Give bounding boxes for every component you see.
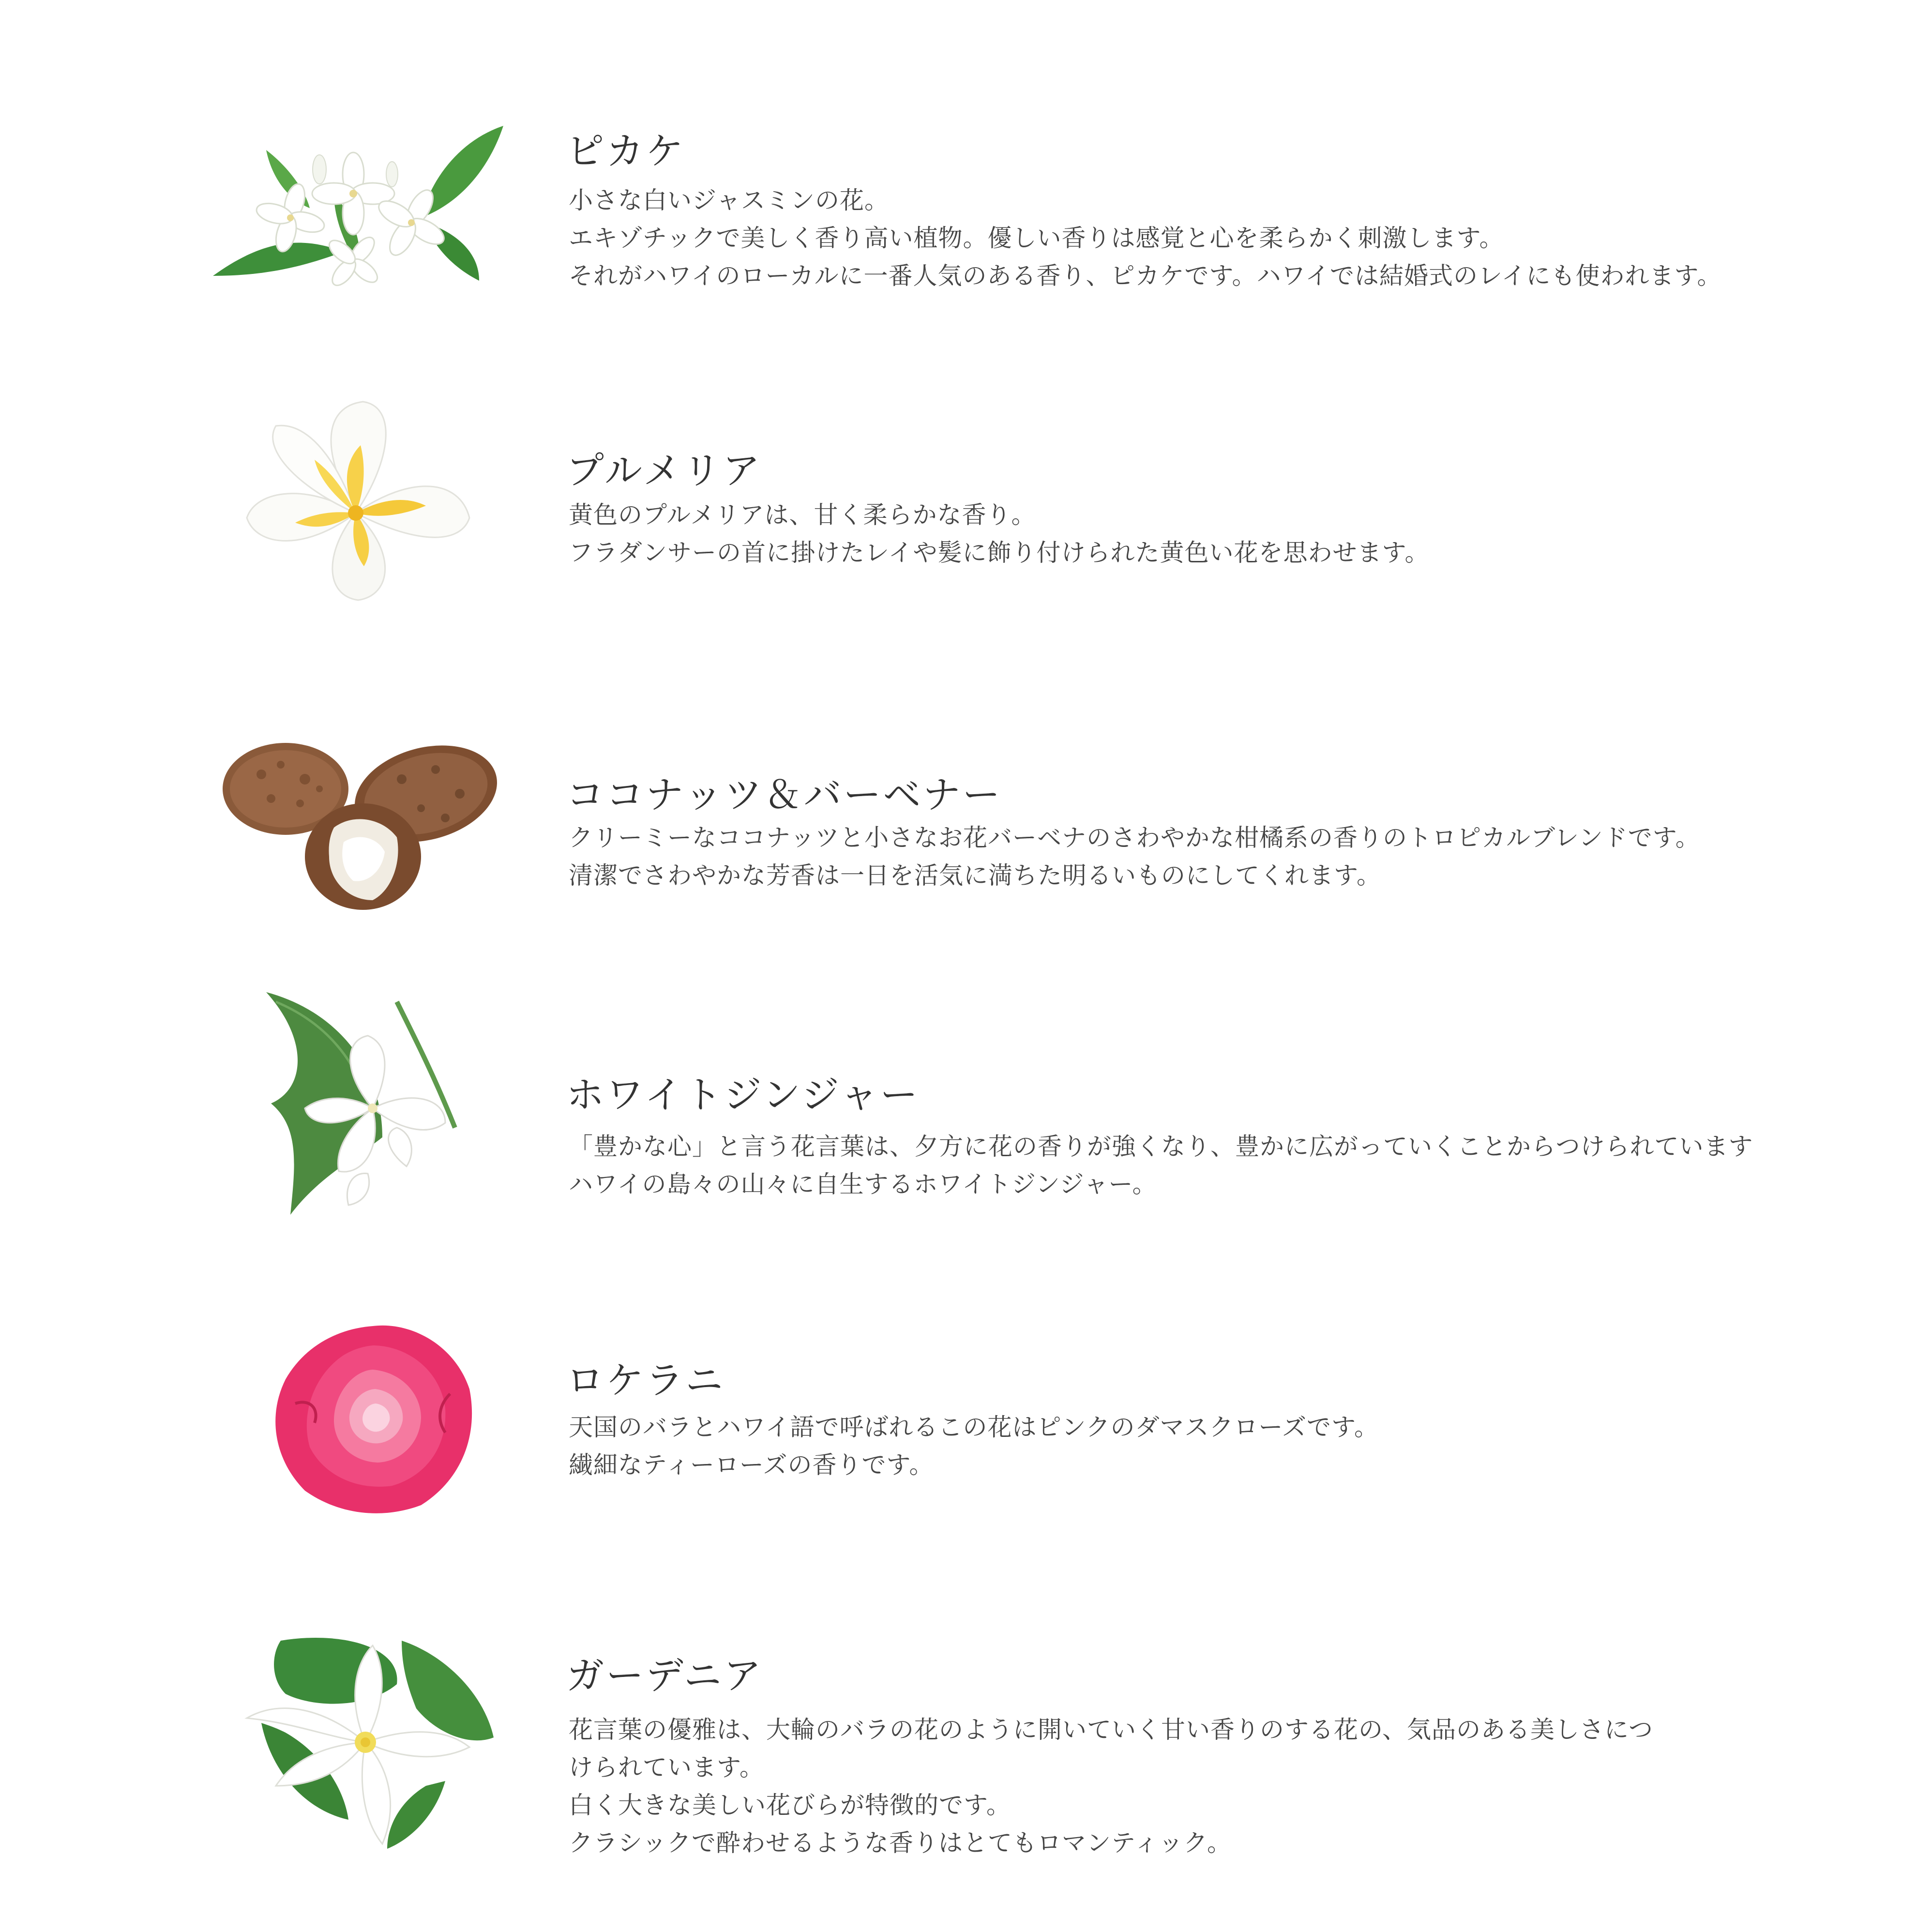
description-line: クリーミーなココナッツと小さなお花バーベナのさわやかな柑橘系の香りのトロピカルブレンドです。 xyxy=(569,824,1700,852)
white-ginger-flower-icon xyxy=(261,982,479,1224)
fragrance-description xyxy=(569,496,1808,572)
description-line: エキゾチックで美しく香り高い植物。優しい香りは感覚と心を柔らかく刺激します。 xyxy=(569,224,1504,252)
description-line: 小さな白いジャスミンの花。 xyxy=(569,186,889,214)
description-line: 清潔でさわやかな芳香は一日を活気に満ちた明るいものにしてくれます。 xyxy=(569,861,1381,890)
fragrance-title: ロケラニ xyxy=(566,1359,725,1403)
fragrance-description xyxy=(569,1711,1808,1862)
gardenia-flower-icon xyxy=(242,1626,498,1854)
description-line: けられています。 xyxy=(569,1753,764,1781)
description-line: クラシックで酔わせるような香りはとてもロマンティック。 xyxy=(569,1829,1232,1857)
fragrance-title: ピカケ xyxy=(566,130,686,173)
description-line: それがハワイのローカルに一番人気のある香り、ピカケです。ハワイでは結婚式のレイにも使われます。 xyxy=(569,262,1722,290)
description-line: 花言葉の優雅は、大輪のバラの花のように開いていく甘い香りのする花の、気品のある美しさにつ xyxy=(569,1716,1653,1744)
pikake-jasmine-icon xyxy=(208,121,508,295)
description-line: 繊細なティーローズの香りです。 xyxy=(569,1451,934,1479)
fragrance-title: ガーデニア xyxy=(566,1654,763,1698)
coconut-icon xyxy=(218,736,518,915)
fragrance-description xyxy=(569,1128,1808,1203)
plumeria-flower-icon xyxy=(237,392,474,605)
fragrance-title: ホワイトジンジャー xyxy=(566,1073,920,1117)
fragrance-description xyxy=(569,181,1808,295)
description-line: 白く大きな美しい花びらが特徴的です。 xyxy=(569,1791,1011,1819)
description-line: フラダンサーの首に掛けたレイや髪に飾り付けられた黄色い花を思わせます。 xyxy=(569,539,1430,567)
fragrance-title: ココナッツ＆バーベナー xyxy=(566,773,1002,817)
fragrance-title: プルメリア xyxy=(566,449,762,493)
fragrance-description xyxy=(569,1408,1808,1484)
lokelani-rose-icon xyxy=(266,1316,479,1520)
description-line: 天国のバラとハワイ語で呼ばれるこの花はピンクのダマスクローズです。 xyxy=(569,1413,1379,1441)
description-line: 黄色のプルメリアは、甘く柔らかな香り。 xyxy=(569,501,1036,529)
fragrance-description xyxy=(569,819,1808,894)
description-line: ハワイの島々の山々に自生するホワイトジンジャー。 xyxy=(569,1170,1157,1198)
description-line: 「豊かな心」と言う花言葉は、夕方に花の香りが強くなり、豊かに広がっていくことからつけられています xyxy=(569,1132,1753,1161)
